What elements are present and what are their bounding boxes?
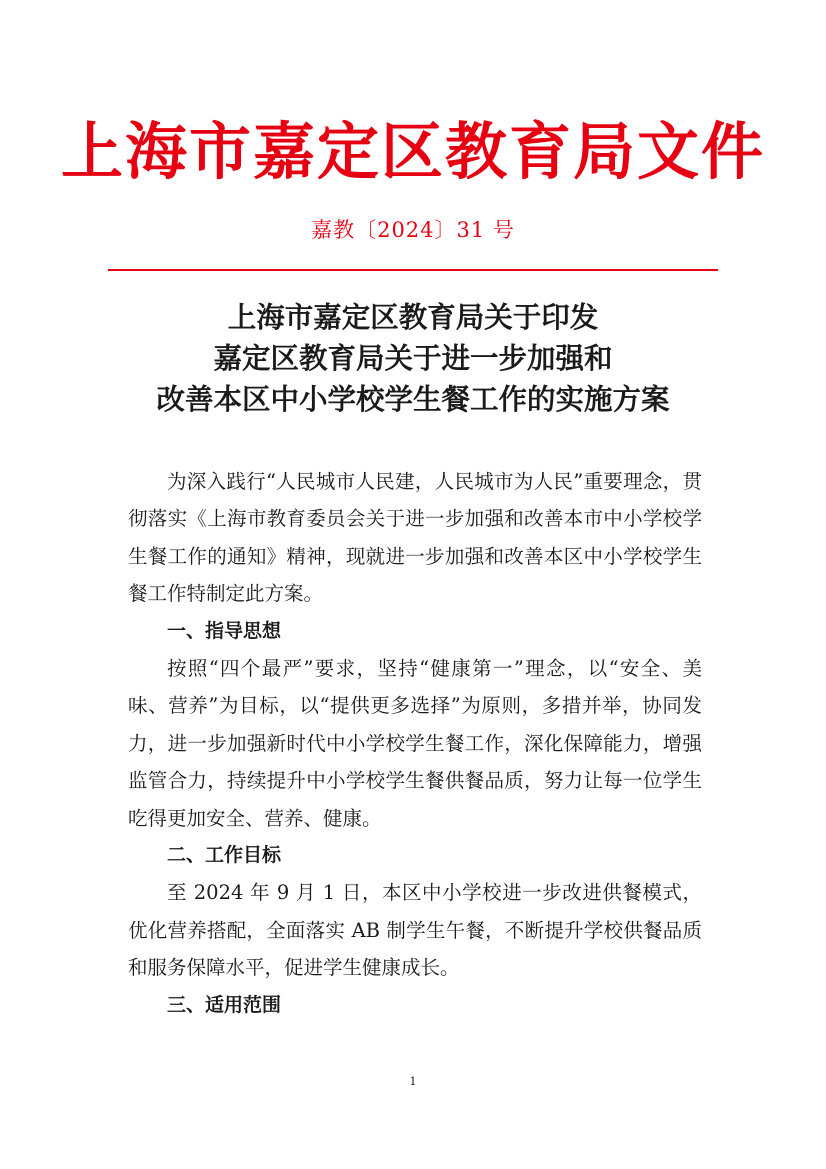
- document-title-line-2: 嘉定区教育局关于进一步加强和: [213, 341, 613, 375]
- document-body: [128, 463, 702, 1024]
- intro-paragraph: 为深入践行“人民城市人民建，人民城市为人民”重要理念，贯彻落实《上海市教育委员会关于进一步加强和改善本市中小学校学生餐工作的通知》精神，现就进一步加强和改善本区中小学校学生餐工作特制定此方案。: [128, 470, 702, 606]
- document-title-line-3: 改善本区中小学校学生餐工作的实施方案: [156, 382, 670, 416]
- section-heading-work-goals: 二、工作目标: [167, 844, 282, 867]
- document-number: 嘉教〔2024〕31 号: [311, 218, 515, 242]
- document-header-title: 上海市嘉定区教育局文件: [60, 115, 765, 188]
- red-separator-line: [108, 269, 718, 271]
- document-title: [0, 297, 826, 420]
- section-heading-scope: 三、适用范围: [167, 993, 282, 1016]
- section-paragraph-guiding-ideology: 按照“四个最严”要求，坚持“健康第一”理念，以“安全、美味、营养”为目标，以“提供更多选择”为原则，多措并举，协同发力，进一步加强新时代中小学校学生餐工作，深化保障能力，增强监管合力，持续提升中小学校学生餐供餐品质，努力让每一位学生吃得更加安全、营养、健康。: [128, 657, 702, 830]
- section-heading-guiding-ideology: 一、指导思想: [167, 619, 282, 642]
- document-title-line-1: 上海市嘉定区教育局关于印发: [227, 300, 599, 334]
- page-number: 1: [409, 1075, 417, 1088]
- section-paragraph-work-goals: 至 2024 年 9 月 1 日，本区中小学校进一步改进供餐模式，优化营养搭配，全面落实 AB 制学生午餐，不断提升学校供餐品质和服务保障水平，促进学生健康成长。: [128, 881, 702, 980]
